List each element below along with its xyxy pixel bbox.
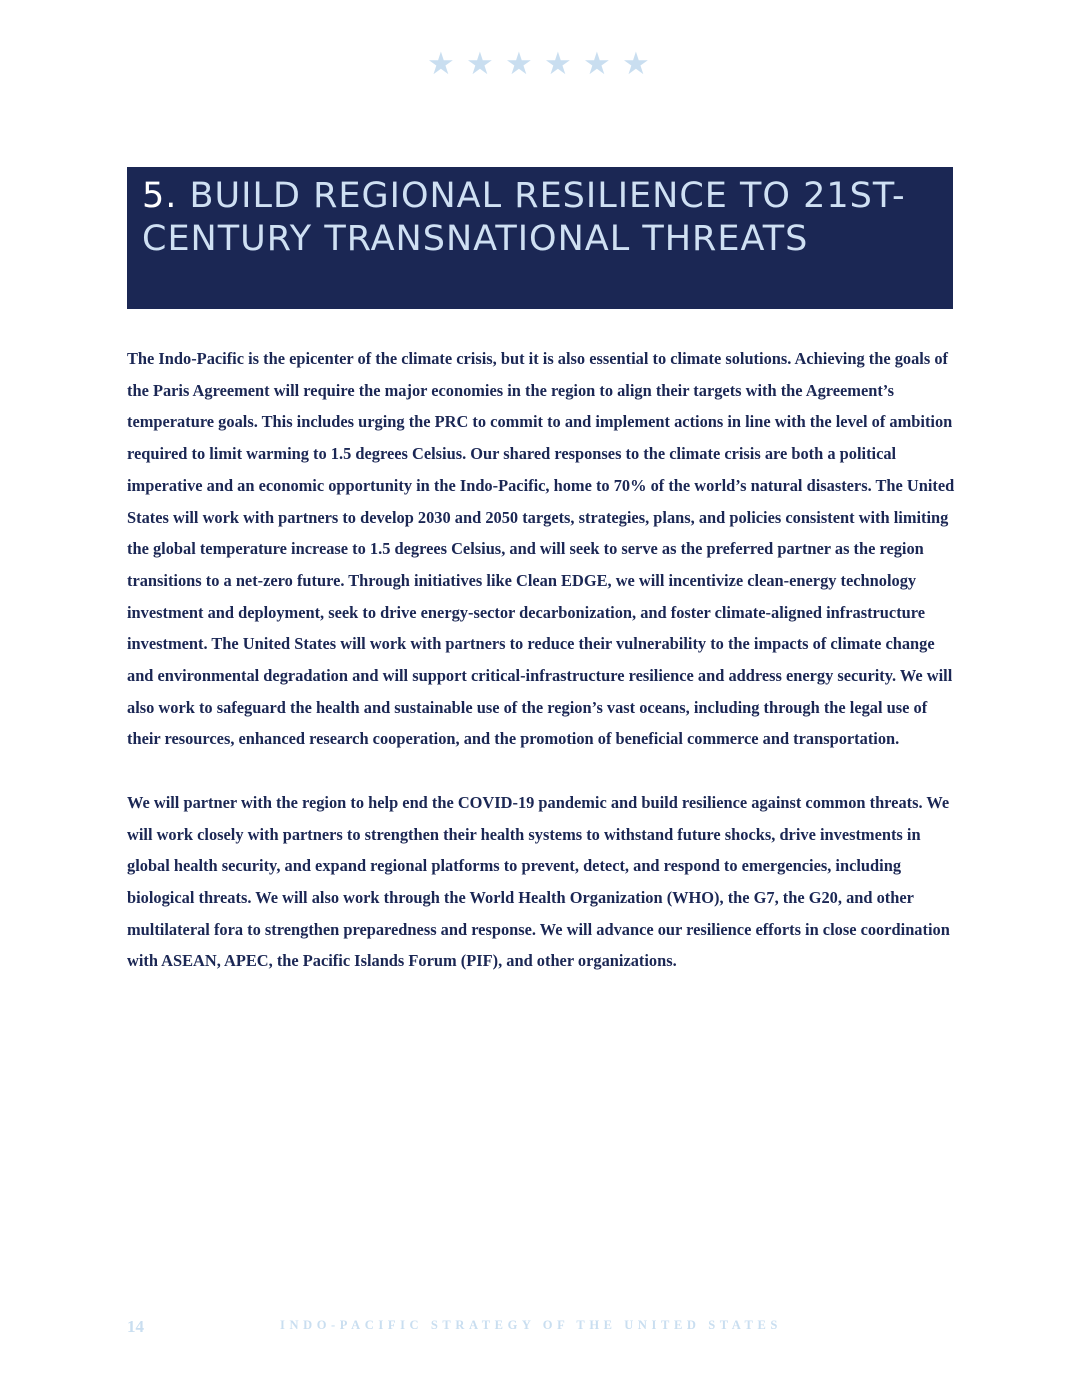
paragraph-climate: The Indo-Pacific is the epicenter of the climate crisis, but it is also essential to climate solutions. Achieving the goals of the Paris Agreement will require the major economies in the region to align their targets with the Agreement’s temperature goals. This includes urging the PRC to commit to and implement actions in line with the level of ambition required to limit warming to 1.5 degrees Celsius. Our shared responses to the climate crisis are both a political imperative and an economic opportunity in the Indo-Pacific, home to 70% of the world’s natural disasters. The United States will work with partners to develop 2030 and 2050 targets, strategies, plans, and policies consistent with limiting the global temperature increase to 1.5 degrees Celsius, and will seek to serve as the preferred partner as the region transitions to a net-zero future. Through initiatives like Clean EDGE, we will incentivize clean-energy technology investment and deployment, seek to drive energy-sector decarbonization, and foster climate-aligned infrastructure investment. The United States will work with partners to reduce their vulnerability to the impacts of climate change and environmental degradation and will support critical-infrastructure resilience and address energy security. We will also work to safeguard the health and sustainable use of the region’s vast oceans, including through the legal use of their resources, enhanced research cooperation, and the promotion of beneficial commerce and transportation. [127, 349, 955, 749]
page-number: 14 [127, 1317, 144, 1336]
star-icon: ★ [544, 46, 580, 82]
section-title [142, 175, 937, 261]
section-title-text: BUILD REGIONAL RESILIENCE TO 21ST-CENTURY TRANSNATIONAL THREATS [142, 176, 906, 259]
body-text [127, 343, 957, 1009]
footer-document-title: INDO-PACIFIC STRATEGY OF THE UNITED STATES [280, 1318, 782, 1332]
paragraph-health: We will partner with the region to help end the COVID-19 pandemic and build resilience against common threats. We will work closely with partners to strengthen their health systems to withstand future shocks, drive investments in global health security, and expand regional platforms to prevent, detect, and respond to emergencies, including biological threats. We will also work through the World Health Organization (WHO), the G7, the G20, and other multilateral fora to strengthen preparedness and response. We will advance our resilience efforts in close coordination with ASEAN, APEC, the Pacific Islands Forum (PIF), and other organizations. [127, 792, 950, 971]
star-icon: ★ [583, 46, 619, 82]
star-icon: ★ [466, 46, 502, 82]
section-number: 5. [142, 176, 178, 216]
section-title-banner [127, 167, 953, 309]
star-icon: ★ [427, 46, 463, 82]
star-icon: ★ [622, 46, 658, 82]
decorative-stars [0, 44, 1080, 84]
star-icon: ★ [505, 46, 541, 82]
